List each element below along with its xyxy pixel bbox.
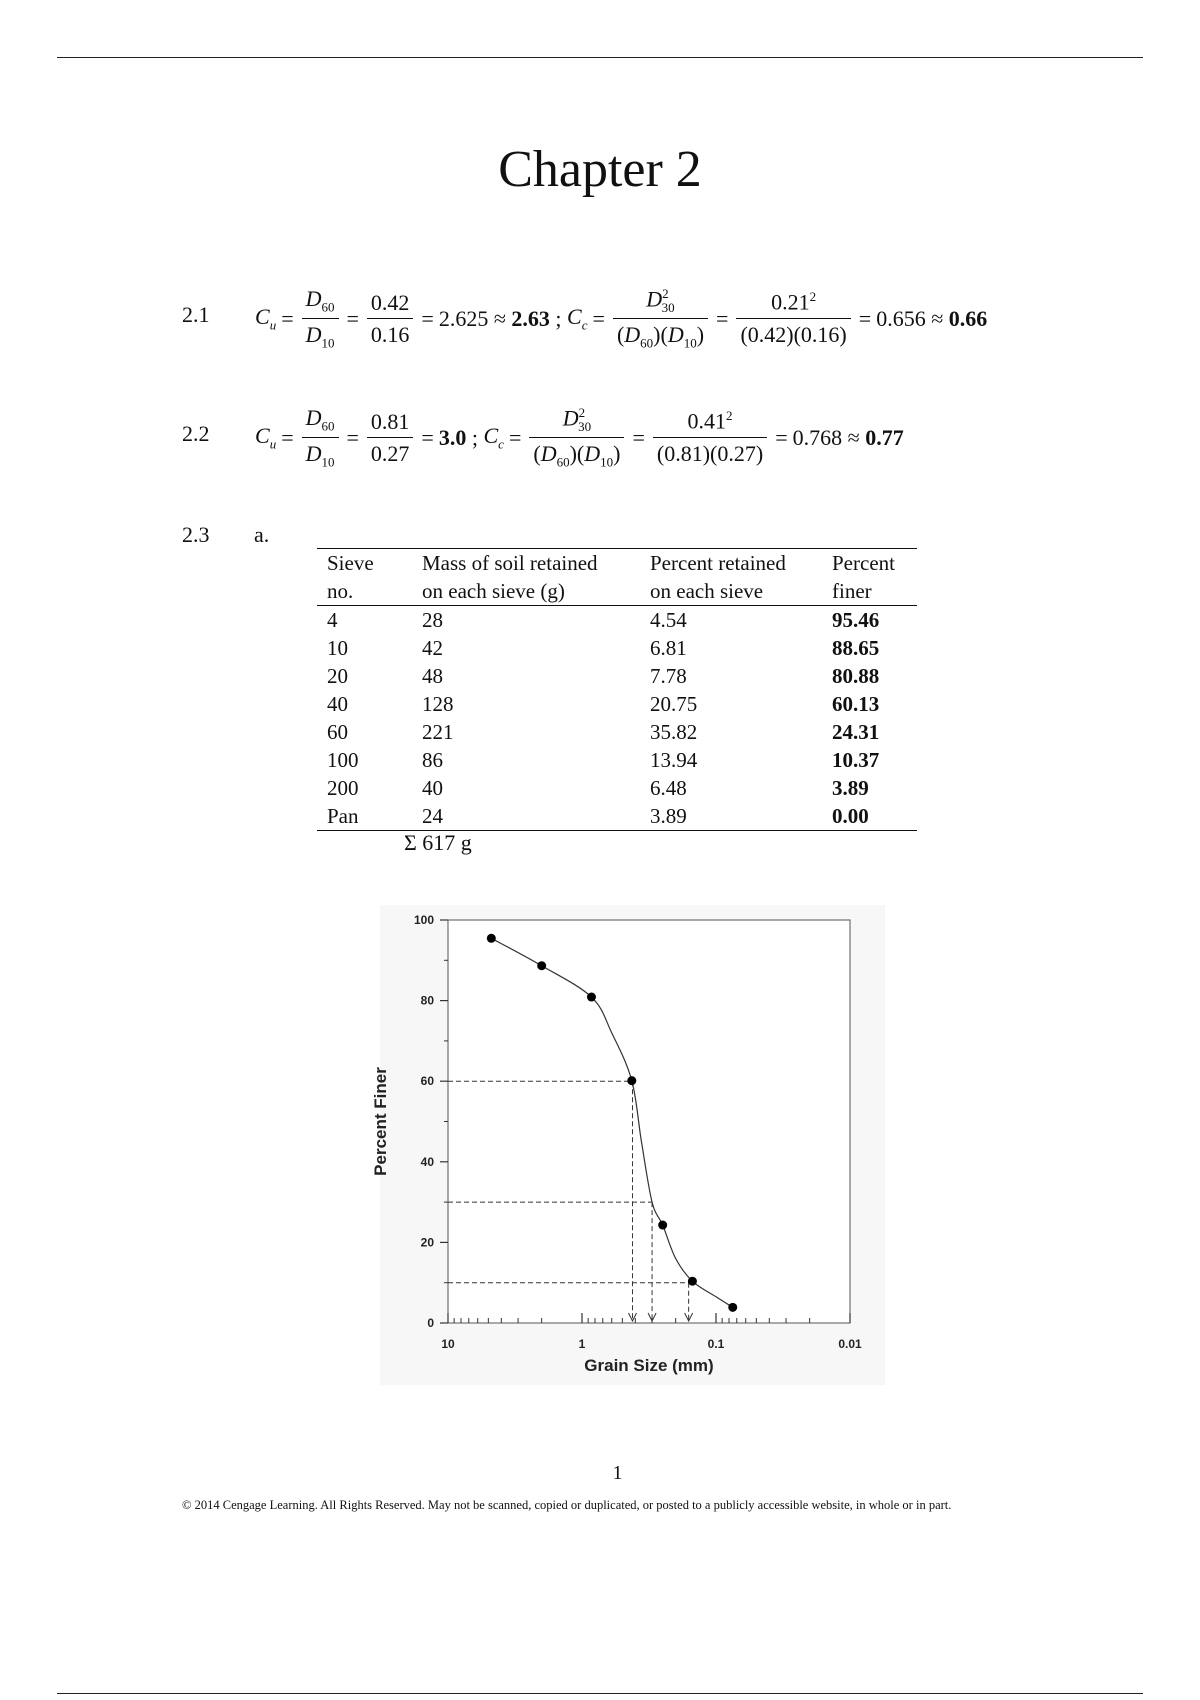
p21-cc-denominator: (0.42)(0.16) [736, 318, 850, 348]
sieve-analysis-table [317, 548, 917, 831]
y-tick-label: 80 [420, 993, 434, 1008]
cell-sieve: Pan [327, 804, 359, 828]
x-tick-label: 0.1 [707, 1337, 725, 1351]
data-point [658, 1221, 667, 1230]
p21-d10: 0.16 [367, 318, 414, 348]
cell-sieve: 60 [327, 720, 348, 744]
p22-cc-answer: 0.77 [865, 424, 904, 450]
page-number: 1 [612, 1462, 623, 1484]
p22-cc-result: 0.768 ≈ [792, 424, 860, 450]
table-row [317, 802, 917, 831]
problem-2-2-number: 2.2 [182, 421, 210, 446]
cell-retained: 13.94 [650, 748, 698, 772]
mass-sum: Σ 617 g [404, 830, 472, 855]
cell-mass: 221 [422, 720, 454, 744]
problem-2-1-equation: $C_u$ = $\frac{D_{60}}{D_{10}}$ = $\frac{0.42}{0.16}$ = 2.625 ≈ 2.63 ; $C_c$ = $\frac{D^2_{30}}{(D_{60})(D_{10})}$ = $\frac{0.21^2}{(0.42)(0.16)}$ = 0.656 ≈ 0.66 [255, 286, 988, 351]
table-row [317, 774, 917, 802]
cell-finer: 3.89 [832, 776, 869, 800]
cell-finer: 88.65 [832, 636, 880, 660]
cell-mass: 24 [422, 804, 443, 828]
p22-cu-answer: 3.0 [438, 424, 467, 450]
chapter-title: Chapter 2 [498, 141, 702, 198]
data-point [537, 961, 546, 970]
p21-d60: 0.42 [370, 289, 410, 315]
y-axis-label: Percent Finer [371, 1067, 390, 1176]
table-header-row [317, 549, 917, 606]
p22-d60: 0.81 [370, 408, 410, 434]
table-row [317, 746, 917, 774]
y-tick-label: 20 [420, 1235, 434, 1250]
x-tick-label: 10 [441, 1337, 455, 1351]
cell-retained: 20.75 [650, 692, 698, 716]
data-point [688, 1277, 697, 1286]
cell-mass: 48 [422, 664, 443, 688]
problem-2-1-number: 2.1 [182, 302, 210, 327]
p22-d30: 0.41 [687, 408, 727, 434]
header-mass: Mass of soil retained on each sieve (g) [422, 551, 598, 603]
p21-cc-answer: 0.66 [948, 305, 988, 331]
cell-retained: 7.78 [650, 664, 687, 688]
cell-sieve: 40 [327, 692, 348, 716]
header-sieve: Sieve no. [327, 551, 374, 603]
cell-mass: 86 [422, 748, 443, 772]
cell-retained: 6.81 [650, 636, 687, 660]
cell-sieve: 4 [327, 608, 338, 632]
table-row [317, 690, 917, 718]
cell-sieve: 20 [327, 664, 348, 688]
cell-sieve: 10 [327, 636, 348, 660]
x-tick-label: 0.01 [838, 1337, 862, 1351]
p21-cu-answer: 2.63 [511, 305, 550, 331]
y-tick-label: 40 [420, 1154, 434, 1169]
problem-2-3-number: 2.3 [182, 522, 210, 547]
cell-mass: 128 [422, 692, 454, 716]
cell-finer: 95.46 [832, 608, 880, 632]
cell-finer: 60.13 [832, 692, 880, 716]
header-finer: Percent finer [832, 551, 895, 603]
top-rule [57, 57, 1143, 58]
cell-retained: 3.89 [650, 804, 687, 828]
problem-2-2-equation: $C_u$ = $\frac{D_{60}}{D_{10}}$ = $\frac{0.81}{0.27}$ = 3.0 ; $C_c$ = $\frac{D^2_{30}}{(D_{60})(D_{10})}$ = $\frac{0.41^2}{(0.81)(0.27)}$ = 0.768 ≈ 0.77 [255, 405, 904, 470]
bottom-rule [57, 1693, 1143, 1694]
p21-cu-result: 2.625 ≈ [438, 305, 506, 331]
cell-sieve: 200 [327, 776, 359, 800]
p21-d30: 0.21 [771, 289, 810, 315]
cell-finer: 80.88 [832, 664, 880, 688]
table-row [317, 718, 917, 746]
cell-sieve: 100 [327, 748, 359, 772]
problem-2-3-part-a: a. [254, 522, 270, 547]
data-point [587, 993, 596, 1002]
p22-d10: 0.27 [367, 437, 414, 467]
cell-retained: 4.54 [650, 608, 687, 632]
cell-mass: 42 [422, 636, 443, 660]
data-point [487, 934, 496, 943]
x-axis-label: Grain Size (mm) [584, 1356, 714, 1375]
x-tick-label: 1 [578, 1337, 586, 1351]
grain-size-distribution-chart [360, 905, 900, 1395]
y-tick-label: 60 [420, 1074, 434, 1089]
table-row [317, 634, 917, 662]
data-point [627, 1076, 636, 1085]
cell-mass: 40 [422, 776, 443, 800]
data-point [728, 1303, 737, 1312]
y-tick-label: 0 [427, 1316, 434, 1330]
plot-area [448, 920, 850, 1323]
cell-mass: 28 [422, 608, 443, 632]
cell-retained: 35.82 [650, 720, 698, 744]
cell-retained: 6.48 [650, 776, 687, 800]
cell-finer: 10.37 [832, 748, 880, 772]
copyright-notice: © 2014 Cengage Learning. All Rights Reserved. May not be scanned, copied or duplicated, or posted to a publicly accessible website, in whole or in part. [182, 1498, 952, 1512]
p21-cc-result: 0.656 ≈ [876, 305, 944, 331]
table-row [317, 662, 917, 690]
table-row [317, 606, 917, 635]
header-retained: Percent retained on each sieve [650, 551, 786, 603]
p22-cc-denominator: (0.81)(0.27) [653, 437, 767, 467]
cell-finer: 24.31 [832, 720, 880, 744]
y-tick-label: 100 [413, 913, 434, 927]
cell-finer: 0.00 [832, 804, 869, 828]
